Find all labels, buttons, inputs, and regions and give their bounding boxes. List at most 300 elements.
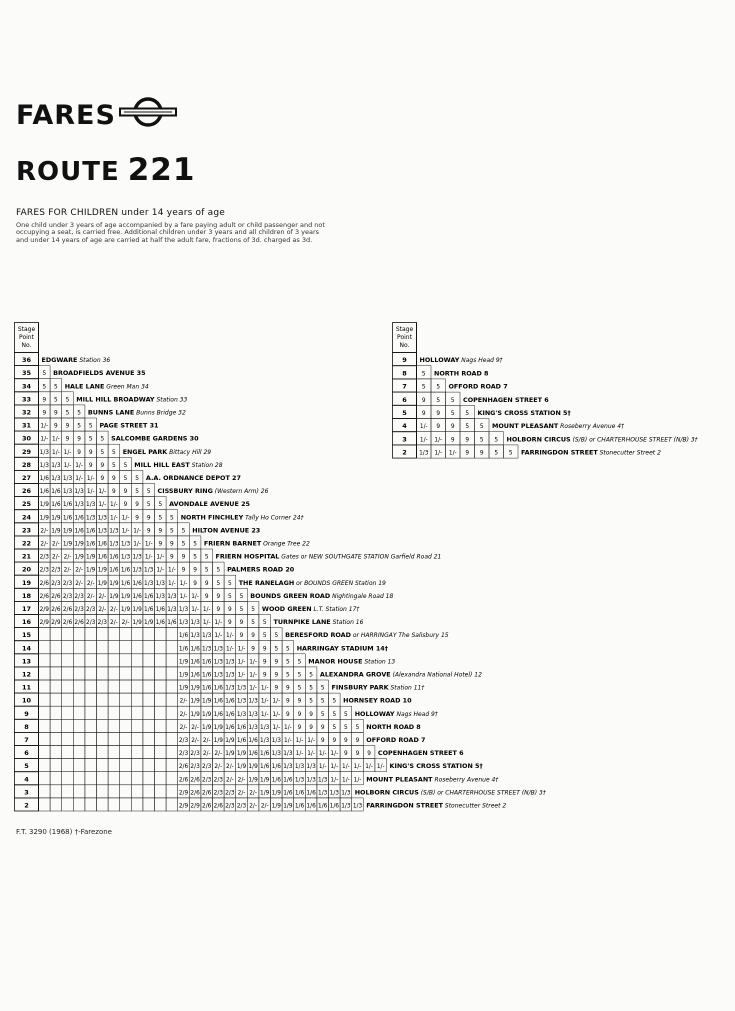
fare-value: 1/9 bbox=[202, 711, 212, 718]
fare-value: 5 bbox=[297, 659, 302, 666]
fare-value: 1/- bbox=[237, 672, 246, 679]
fare-value: 5 bbox=[344, 724, 348, 731]
fare-value: 1/3 bbox=[202, 633, 212, 640]
blank-cell bbox=[120, 719, 132, 732]
fare-value: 1/9 bbox=[97, 567, 107, 574]
stage-number: 31 bbox=[21, 421, 32, 430]
fare-value: 1/- bbox=[156, 554, 165, 561]
stage-name: BERESFORD ROAD or HARRINGAY The Salisbury 15 bbox=[285, 631, 449, 640]
blank-cell bbox=[50, 746, 62, 759]
fare-value: 5 bbox=[77, 410, 81, 417]
stage-number: 21 bbox=[21, 552, 32, 561]
blank-cell bbox=[143, 628, 155, 641]
blank-cell bbox=[73, 654, 85, 667]
blank-cell bbox=[85, 641, 97, 654]
blank-cell bbox=[155, 693, 167, 706]
fare-value: 1/3 bbox=[74, 489, 84, 496]
fare-value: 9 bbox=[421, 397, 426, 404]
stage-number: 19 bbox=[21, 578, 32, 587]
fare-value: 1/9 bbox=[260, 790, 270, 797]
fare-value: 2/6 bbox=[62, 620, 73, 627]
fare-value: 1/- bbox=[110, 515, 118, 522]
blank-cell bbox=[50, 641, 62, 654]
fare-value: 2/9 bbox=[190, 803, 200, 810]
blank-cell bbox=[73, 759, 85, 772]
fare-value: 2/6 bbox=[39, 593, 49, 600]
fare-value: 1/3 bbox=[213, 672, 223, 679]
stage-number: 22 bbox=[21, 539, 32, 548]
fare-value: 1/- bbox=[434, 450, 443, 457]
blank-cell bbox=[155, 667, 167, 680]
fare-value: 1/- bbox=[121, 515, 130, 522]
fare-value: 1/6 bbox=[190, 659, 200, 666]
fare-value: 5 bbox=[204, 567, 209, 574]
fare-value: 1/3 bbox=[62, 476, 73, 482]
fare-value: 1/3 bbox=[213, 646, 223, 653]
fare-value: 9 bbox=[65, 423, 70, 430]
fare-value: 1/6 bbox=[190, 672, 200, 679]
blank-cell bbox=[50, 785, 62, 798]
fare-value: 9 bbox=[251, 646, 255, 653]
blank-cell bbox=[62, 785, 74, 798]
fare-value: 2/- bbox=[98, 593, 107, 600]
fare-value: 9 bbox=[297, 724, 302, 731]
fare-value: 9 bbox=[193, 580, 197, 587]
fare-value: 5 bbox=[274, 633, 279, 640]
blank-cell bbox=[131, 654, 143, 667]
stage-number: 12 bbox=[21, 670, 32, 679]
fare-value: 5 bbox=[436, 397, 441, 404]
fare-value: 1/- bbox=[353, 777, 362, 784]
fare-value: 9 bbox=[436, 411, 441, 417]
fare-value: 9 bbox=[65, 436, 70, 443]
fare-value: 1/9 bbox=[97, 580, 107, 587]
fare-value: 1/6 bbox=[178, 646, 189, 653]
fare-value: 9 bbox=[158, 541, 163, 548]
blank-cell bbox=[50, 680, 62, 693]
fare-value: 9 bbox=[170, 541, 174, 548]
fare-value: 1/3 bbox=[236, 685, 247, 692]
fare-value: 5 bbox=[436, 384, 441, 391]
fare-value: 1/- bbox=[202, 620, 211, 627]
fare-value: 5 bbox=[286, 672, 290, 679]
stage-name: MILL HILL BROADWAY Station 33 bbox=[76, 395, 188, 404]
fare-value: 1/- bbox=[110, 502, 118, 509]
fare-value: 2/6 bbox=[190, 777, 200, 784]
fare-value: 1/- bbox=[434, 437, 443, 444]
route-number: 221 bbox=[127, 152, 196, 188]
fare-row bbox=[393, 379, 508, 392]
stage-name: HARRINGAY STADIUM 14† bbox=[296, 644, 388, 653]
fare-value: 1/6 bbox=[39, 489, 49, 496]
fare-value: 1/6 bbox=[132, 580, 142, 587]
fare-value: 5 bbox=[228, 580, 232, 587]
blank-cell bbox=[143, 759, 155, 772]
fare-value: 9 bbox=[436, 424, 441, 431]
blank-cell bbox=[108, 732, 120, 745]
fare-value: 5 bbox=[146, 489, 151, 496]
fare-value: 1/6 bbox=[109, 567, 119, 574]
fare-value: 2/6 bbox=[178, 764, 189, 771]
fare-value: 5 bbox=[112, 462, 116, 469]
blank-cell bbox=[97, 693, 109, 706]
blank-cell bbox=[120, 693, 132, 706]
stage-number: 8 bbox=[24, 722, 29, 731]
fare-value: 5 bbox=[42, 371, 47, 378]
fare-value: 5 bbox=[193, 541, 197, 548]
fare-value: 1/- bbox=[144, 554, 153, 561]
stage-name: MOUNT PLEASANT Roseberry Avenue 4† bbox=[492, 422, 625, 431]
fare-value: 1/3 bbox=[39, 449, 49, 456]
stage-name: OFFORD ROAD 7 bbox=[448, 382, 508, 391]
blank-cell bbox=[97, 798, 109, 811]
blank-cell bbox=[131, 628, 143, 641]
fare-row bbox=[393, 445, 662, 458]
fare-value: 9 bbox=[204, 593, 209, 600]
fare-value: 2/- bbox=[202, 751, 211, 758]
fare-value: 2/- bbox=[63, 554, 72, 561]
fare-value: 1/6 bbox=[62, 515, 73, 522]
fare-value: 2/6 bbox=[51, 607, 61, 613]
fare-value: 2/3 bbox=[62, 580, 73, 587]
fare-value: 1/- bbox=[307, 751, 315, 758]
blank-cell bbox=[120, 628, 132, 641]
fare-value: 1/3 bbox=[248, 724, 258, 731]
stage-number: 18 bbox=[21, 591, 32, 600]
blank-cell bbox=[131, 785, 143, 798]
fare-value: 1/3 bbox=[132, 554, 142, 561]
blank-cell bbox=[108, 654, 120, 667]
stage-header-label: Point bbox=[397, 334, 412, 341]
blank-cell bbox=[85, 693, 97, 706]
fare-value: 5 bbox=[135, 489, 139, 496]
blank-cell bbox=[143, 680, 155, 693]
fare-row bbox=[15, 798, 507, 811]
fare-value: 9 bbox=[77, 449, 81, 456]
fare-value: 1/3 bbox=[248, 698, 258, 705]
fare-value: 5 bbox=[251, 607, 255, 613]
stage-header-label: No. bbox=[399, 342, 410, 349]
stage-header-label: No. bbox=[21, 342, 32, 349]
fare-value: 1/6 bbox=[271, 777, 281, 784]
stage-number: 20 bbox=[21, 565, 32, 574]
fare-value: 5 bbox=[508, 450, 513, 457]
fare-value: 2/3 bbox=[178, 751, 189, 758]
fare-value: 9 bbox=[204, 580, 209, 587]
fare-value: 5 bbox=[100, 436, 105, 443]
fare-value: 2/- bbox=[86, 593, 95, 600]
fare-value: 2/- bbox=[86, 580, 95, 587]
footer-note: F.T. 3290 (1968) †-Farezone bbox=[16, 828, 112, 836]
fare-value: 1/6 bbox=[260, 764, 270, 771]
fare-value: 2/3 bbox=[236, 803, 247, 810]
stage-name: HALE LANE Green Man 34 bbox=[64, 382, 149, 391]
blank-cell bbox=[131, 759, 143, 772]
blank-cell bbox=[39, 654, 51, 667]
blank-cell bbox=[120, 732, 132, 745]
fare-value: 1/- bbox=[272, 711, 281, 718]
fare-row bbox=[15, 628, 449, 641]
blank-cell bbox=[97, 680, 109, 693]
fare-value: 1/- bbox=[226, 633, 234, 640]
fare-value: 1/9 bbox=[51, 528, 61, 535]
fare-value: 2/3 bbox=[51, 580, 61, 587]
blank-cell bbox=[155, 746, 167, 759]
blank-cell bbox=[50, 772, 62, 785]
fare-value: 1/3 bbox=[271, 751, 281, 758]
fare-value: 2/- bbox=[52, 541, 60, 548]
stage-number: 8 bbox=[402, 369, 407, 378]
fare-value: 1/3 bbox=[341, 790, 351, 797]
blank-cell bbox=[39, 667, 51, 680]
fare-value: 5 bbox=[320, 685, 325, 692]
fare-value: 1/9 bbox=[132, 607, 142, 613]
fare-value: 5 bbox=[332, 724, 337, 731]
fare-value: 1/3 bbox=[132, 567, 142, 574]
blank-cell bbox=[131, 667, 143, 680]
fare-value: 1/3 bbox=[248, 711, 258, 718]
stage-number: 5 bbox=[24, 762, 29, 771]
fare-value: 1/3 bbox=[155, 593, 165, 600]
fare-value: 1/9 bbox=[120, 607, 131, 613]
fare-value: 1/6 bbox=[74, 515, 84, 522]
fare-value: 1/9 bbox=[51, 515, 61, 522]
fare-value: 1/9 bbox=[190, 711, 200, 718]
blank-cell bbox=[120, 706, 132, 719]
fare-value: 5 bbox=[123, 476, 128, 482]
fare-value: 1/6 bbox=[51, 489, 61, 496]
fare-value: 1/6 bbox=[132, 593, 142, 600]
fare-value: 1/- bbox=[226, 646, 234, 653]
blank-cell bbox=[85, 772, 97, 785]
stage-number: 25 bbox=[21, 500, 32, 509]
stage-name: TURNPIKE LANE Station 16 bbox=[273, 618, 364, 627]
fare-value: 9 bbox=[355, 751, 360, 758]
blank-cell bbox=[155, 759, 167, 772]
fare-value: 1/6 bbox=[155, 620, 165, 627]
blank-cell bbox=[39, 680, 51, 693]
fare-row bbox=[15, 444, 212, 457]
blank-cell bbox=[97, 785, 109, 798]
fare-value: 5 bbox=[286, 659, 290, 666]
blank-cell bbox=[50, 732, 62, 745]
stage-name: A.A. ORDNANCE DEPOT 27 bbox=[145, 474, 241, 482]
stage-number: 6 bbox=[24, 749, 29, 758]
fare-value: 9 bbox=[239, 633, 244, 640]
fare-value: 1/9 bbox=[283, 803, 293, 810]
stage-name: HORNSEY ROAD 10 bbox=[343, 696, 412, 705]
fare-value: 5 bbox=[450, 411, 455, 417]
blank-cell bbox=[166, 628, 178, 641]
fare-value: 9 bbox=[274, 685, 279, 692]
fare-value: 1/- bbox=[98, 489, 107, 496]
blank-cell bbox=[155, 680, 167, 693]
fare-value: 2/3 bbox=[86, 620, 96, 627]
fare-value: 1/9 bbox=[213, 724, 223, 731]
fare-value: 1/9 bbox=[132, 620, 142, 627]
stage-number: 7 bbox=[402, 382, 407, 391]
blank-cell bbox=[97, 667, 109, 680]
blank-cell bbox=[108, 628, 120, 641]
fare-value: 2/3 bbox=[202, 764, 212, 771]
stage-name: NORTH ROAD 8 bbox=[434, 369, 489, 378]
blank-cell bbox=[120, 680, 132, 693]
blank-cell bbox=[50, 693, 62, 706]
fare-value: 1/- bbox=[75, 476, 83, 482]
stage-number: 36 bbox=[21, 356, 32, 365]
fare-value: 1/9 bbox=[86, 567, 96, 574]
fare-value: 1/3 bbox=[213, 659, 223, 666]
stage-name: HOLBORN CIRCUS (S/B) or CHARTERHOUSE STREET (N/B) 3† bbox=[506, 435, 698, 444]
fare-value: 1/3 bbox=[109, 541, 119, 548]
fare-row bbox=[393, 432, 698, 445]
fare-value: 1/3 bbox=[260, 738, 270, 744]
fare-value: 1/- bbox=[272, 724, 281, 731]
blank-cell bbox=[131, 719, 143, 732]
fare-value: 1/- bbox=[260, 685, 269, 692]
blank-cell bbox=[85, 732, 97, 745]
blank-cell bbox=[131, 693, 143, 706]
fare-value: 1/- bbox=[133, 528, 141, 535]
blank-cell bbox=[131, 798, 143, 811]
fare-value: 9 bbox=[355, 738, 360, 744]
fare-value: 1/9 bbox=[178, 672, 189, 679]
fare-value: 9 bbox=[100, 476, 105, 482]
fare-value: 2/3 bbox=[39, 554, 49, 561]
blank-cell bbox=[97, 759, 109, 772]
fare-value: 1/- bbox=[191, 593, 199, 600]
fare-value: 1/9 bbox=[62, 541, 73, 548]
fare-value: 1/9 bbox=[248, 777, 258, 784]
blank-cell bbox=[143, 798, 155, 811]
stage-name: PAGE STREET 31 bbox=[99, 421, 159, 430]
fare-value: 1/9 bbox=[271, 790, 281, 797]
fare-value: 2/- bbox=[214, 764, 223, 771]
fare-value: 1/3 bbox=[178, 620, 189, 627]
fare-value: 2/- bbox=[40, 528, 49, 535]
fare-note: One child under 3 years of age accompanied by a fare paying adult or child passenger and not occupying a seat, is carried free. Additional children under 3 years and all children of 3 years and under 14 years of age are carried at half the adult fare, fractions of 3d. charged as 3d. bbox=[16, 221, 325, 244]
fare-value: 1/3 bbox=[294, 764, 305, 771]
blank-cell bbox=[39, 732, 51, 745]
fare-row bbox=[15, 379, 149, 392]
blank-cell bbox=[85, 719, 97, 732]
fare-row bbox=[15, 641, 388, 654]
fare-value: 1/- bbox=[318, 751, 327, 758]
fare-value: 1/9 bbox=[236, 764, 247, 771]
fare-value: 1/9 bbox=[178, 685, 189, 692]
stage-number: 2 bbox=[402, 448, 407, 457]
fare-value: 1/6 bbox=[144, 593, 154, 600]
fare-value: 1/3 bbox=[62, 489, 73, 496]
fare-value: 1/- bbox=[284, 738, 292, 744]
fare-value: 9 bbox=[274, 672, 279, 679]
stage-name: HILTON AVENUE 23 bbox=[192, 526, 261, 535]
fare-value: 1/3 bbox=[51, 462, 61, 469]
blank-cell bbox=[85, 759, 97, 772]
blank-cell bbox=[50, 759, 62, 772]
blank-cell bbox=[39, 706, 51, 719]
blank-cell bbox=[143, 641, 155, 654]
fare-value: 1/3 bbox=[120, 554, 131, 561]
fare-value: 1/9 bbox=[109, 593, 119, 600]
fare-value: 9 bbox=[262, 659, 267, 666]
fare-value: 1/3 bbox=[236, 698, 247, 705]
fare-value: 1/- bbox=[40, 423, 49, 430]
fare-value: 1/3 bbox=[318, 790, 328, 797]
fare-value: 2/- bbox=[191, 724, 199, 731]
fare-value: 2/- bbox=[110, 607, 118, 613]
blank-cell bbox=[108, 680, 120, 693]
stage-name: MANOR HOUSE Station 13 bbox=[308, 657, 396, 666]
blank-cell bbox=[85, 798, 97, 811]
fare-value: 2/3 bbox=[74, 593, 84, 600]
fare-row bbox=[15, 588, 394, 601]
fare-value: 1/- bbox=[419, 424, 428, 431]
blank-cell bbox=[143, 693, 155, 706]
fare-value: 5 bbox=[494, 437, 499, 444]
blank-cell bbox=[143, 772, 155, 785]
fare-row bbox=[15, 418, 159, 431]
blank-cell bbox=[120, 785, 132, 798]
header bbox=[16, 100, 116, 131]
fare-value: 1/- bbox=[179, 593, 188, 600]
fare-value: 1/- bbox=[330, 751, 339, 758]
fare-value: 2/- bbox=[260, 803, 269, 810]
blank-cell bbox=[97, 719, 109, 732]
blank-cell bbox=[73, 693, 85, 706]
fare-value: 1/6 bbox=[213, 698, 223, 705]
fare-value: 1/- bbox=[330, 764, 339, 771]
stage-number: 10 bbox=[21, 696, 32, 705]
fare-row bbox=[15, 759, 483, 772]
stage-number: 29 bbox=[21, 447, 32, 456]
fare-row bbox=[15, 366, 146, 379]
fare-value: 1/9 bbox=[202, 724, 212, 731]
fare-value: 1/6 bbox=[283, 777, 293, 784]
stage-name: HOLLOWAY Nags Head 9† bbox=[354, 709, 438, 718]
stage-number: 13 bbox=[21, 657, 32, 666]
fare-value: 2/3 bbox=[86, 607, 96, 613]
fare-value: 1/3 bbox=[97, 515, 107, 522]
blank-cell bbox=[62, 759, 74, 772]
fare-value: 1/- bbox=[249, 659, 257, 666]
fare-value: 1/9 bbox=[190, 685, 200, 692]
fare-value: 1/9 bbox=[74, 541, 84, 548]
blank-cell bbox=[62, 706, 74, 719]
fare-value: 1/3 bbox=[144, 567, 154, 574]
fare-row bbox=[15, 392, 188, 405]
fare-value: 9 bbox=[135, 515, 139, 522]
fare-value: 1/6 bbox=[120, 580, 131, 587]
stage-name: COPENHAGEN STREET 6 bbox=[377, 749, 464, 758]
fare-value: 2/6 bbox=[202, 803, 212, 810]
fare-value: 5 bbox=[193, 554, 197, 561]
blank-cell bbox=[73, 706, 85, 719]
stage-header-label: Point bbox=[19, 334, 34, 341]
fare-value: 5 bbox=[123, 462, 128, 469]
fare-row bbox=[15, 680, 425, 693]
blank-cell bbox=[73, 746, 85, 759]
stage-name: SALCOMBE GARDENS 30 bbox=[111, 434, 199, 443]
fare-value: 1/9 bbox=[271, 803, 281, 810]
fare-value: 2/9 bbox=[178, 790, 189, 797]
fare-value: 9 bbox=[309, 711, 313, 718]
fare-value: 2/- bbox=[98, 607, 107, 613]
fare-value: 2/6 bbox=[51, 593, 61, 600]
fare-value: 2/9 bbox=[178, 803, 189, 810]
fare-value: 1/9 bbox=[144, 620, 154, 627]
blank-cell bbox=[131, 732, 143, 745]
